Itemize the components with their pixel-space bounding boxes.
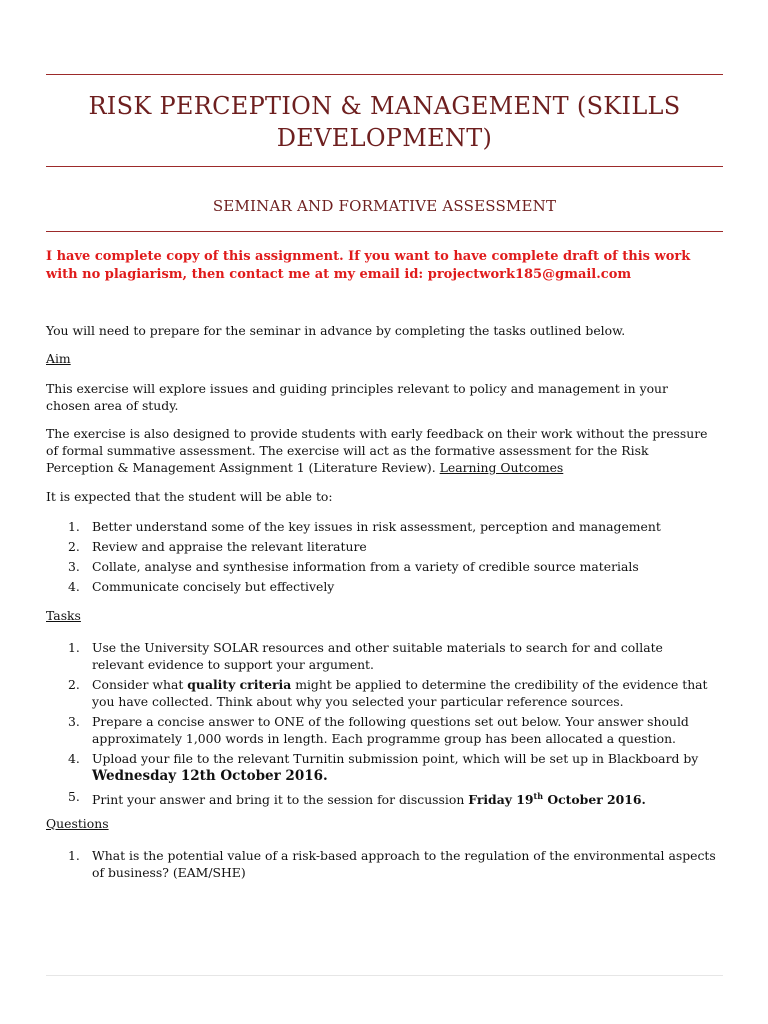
outcomes-list bbox=[68, 518, 718, 598]
page-title: RISK PERCEPTION & MANAGEMENT (SKILLS DEVELOPMENT) bbox=[88, 92, 681, 152]
aim-heading: Aim bbox=[46, 351, 71, 366]
list-item: 3. Collate, analyse and synthesise information from a variety of credible source materials bbox=[68, 559, 639, 574]
ordinal-suffix: th bbox=[533, 791, 544, 801]
task-text: Prepare a concise answer to ONE of the following questions set out below. Your answer should approximately 1,000 words in length. Each programme group has been allocated a question. bbox=[92, 714, 689, 746]
questions-heading: Questions bbox=[46, 816, 109, 831]
task-text-pre: Print your answer and bring it to the session for discussion bbox=[92, 792, 469, 808]
list-item: 5. Print your answer and bring it to the session for discussion Friday 19th October 2016. bbox=[68, 789, 646, 808]
list-item: 1. Better understand some of the key issues in risk assessment, perception and management bbox=[68, 519, 661, 534]
task-session-date bbox=[468, 792, 646, 807]
list-item: 4. Communicate concisely but effectively bbox=[68, 579, 335, 594]
task-text-pre: Upload your file to the relevant Turnitin submission point, which will be set up in Blackboard by bbox=[92, 751, 699, 766]
task-text-bold: quality criteria bbox=[187, 677, 292, 692]
contact-notice: I have complete copy of this assignment. If you want to have complete draft of this work with no plagiarism, then contact me at my email id: projectwork185@gmail.com bbox=[46, 249, 691, 282]
outcome-text: Communicate concisely but effectively bbox=[92, 579, 335, 594]
list-item: 1. What is the potential value of a risk-based approach to the regulation of the environmental aspects of business? (EAM/SHE) bbox=[68, 848, 716, 880]
outcomes-intro: It is expected that the student will be able to: bbox=[46, 489, 333, 504]
outcome-text: Better understand some of the key issues in risk assessment, perception and management bbox=[92, 519, 661, 534]
tasks-list bbox=[68, 639, 718, 811]
top-rule bbox=[46, 74, 723, 75]
list-item: 2. Consider what quality criteria might be applied to determine the credibility of the evidence that you have collected. Think about why you selected your particular reference sources. bbox=[68, 677, 708, 709]
tasks-heading: Tasks bbox=[46, 608, 81, 623]
footer-rule bbox=[46, 975, 723, 976]
question-text: What is the potential value of a risk-based approach to the regulation of the environmental aspects of business? (EAM/SHE) bbox=[92, 848, 716, 880]
outcome-text: Review and appraise the relevant literature bbox=[92, 539, 367, 554]
task-deadline: Wednesday 12th October 2016. bbox=[92, 768, 328, 784]
task-text: Use the University SOLAR resources and other suitable materials to search for and collate relevant evidence to support your argument. bbox=[92, 640, 663, 672]
session-month-year: October 2016. bbox=[543, 792, 646, 808]
page-subtitle: SEMINAR AND FORMATIVE ASSESSMENT bbox=[212, 197, 557, 215]
list-item: 1. Use the University SOLAR resources and other suitable materials to search for and collate relevant evidence to support your argument. bbox=[68, 640, 663, 672]
outcome-text: Collate, analyse and synthesise information from a variety of credible source materials bbox=[92, 559, 639, 574]
session-day: Friday 19 bbox=[468, 792, 534, 808]
list-item: 4. Upload your file to the relevant Turnitin submission point, which will be set up in Blackboard by Wednesday 12th October 2016. bbox=[68, 751, 699, 784]
questions-list bbox=[68, 847, 718, 884]
list-item: 3. Prepare a concise answer to ONE of the following questions set out below. Your answer should approximately 1,000 words in length. Each programme group has been allocated a question. bbox=[68, 714, 689, 746]
aim-paragraph-2-text: The exercise is also designed to provide students with early feedback on their work without the pressure of formal summative assessment. The exercise will act as the formative assessment for the Risk Perception & Management Assignment 1 (Literature Review). bbox=[46, 426, 708, 475]
list-item: 2. Review and appraise the relevant literature bbox=[68, 539, 367, 554]
aim-paragraph-2 bbox=[46, 425, 711, 476]
title-rule bbox=[46, 166, 723, 167]
aim-paragraph-1: This exercise will explore issues and guiding principles relevant to policy and management in your chosen area of study. bbox=[46, 381, 668, 413]
learning-outcomes-heading: Learning Outcomes bbox=[439, 460, 564, 475]
intro-paragraph: You will need to prepare for the seminar in advance by completing the tasks outlined below. bbox=[46, 323, 626, 338]
task-text-post: might be applied to determine the credibility of the evidence that you have collected. Think about why you selected your particular reference sources. bbox=[92, 677, 708, 709]
task-text-pre: Consider what bbox=[92, 677, 188, 692]
subtitle-rule bbox=[46, 231, 723, 232]
